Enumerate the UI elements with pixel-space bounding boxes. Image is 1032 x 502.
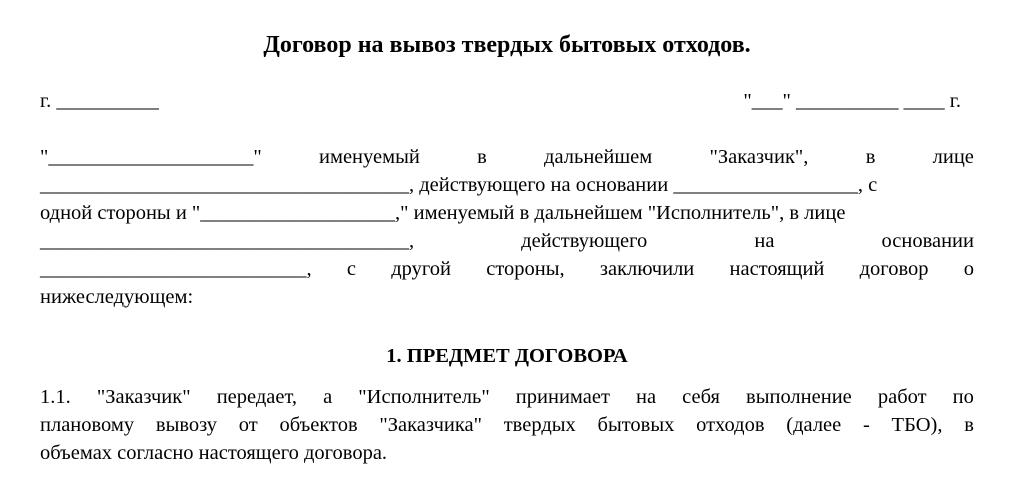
word: себя xyxy=(682,386,720,408)
word: стороны, xyxy=(486,258,565,280)
parties-line xyxy=(40,255,974,283)
word: в xyxy=(865,146,876,168)
section-1-line xyxy=(40,383,974,411)
place-field: г. __________ xyxy=(40,90,159,112)
parties-line xyxy=(40,283,974,311)
section-1-line xyxy=(40,411,974,439)
word: настоящий xyxy=(729,258,825,280)
word: ____________________________________, действующего на основании __________________, с xyxy=(40,174,878,196)
word: "Заказчик" xyxy=(96,386,191,408)
word: основании xyxy=(881,230,974,252)
word: о xyxy=(963,258,974,280)
word: - xyxy=(862,414,870,436)
place-date-row xyxy=(40,90,974,113)
word: нижеследующем: xyxy=(40,286,194,308)
section-1-title: 1. ПРЕДМЕТ ДОГОВОРА xyxy=(386,345,628,367)
word: "Заказчик", xyxy=(709,146,809,168)
document-title: Договор на вывоз твердых бытовых отходов. xyxy=(263,32,751,58)
word: ТБО), xyxy=(891,414,943,436)
word: твердых xyxy=(503,414,576,436)
word: плановому xyxy=(40,414,135,436)
word: в xyxy=(964,414,974,436)
parties-line xyxy=(40,199,974,227)
word: бытовых xyxy=(597,414,675,436)
word: заключили xyxy=(599,258,695,280)
section-1-body xyxy=(40,383,974,467)
word: __________________________, xyxy=(40,258,312,280)
word: а xyxy=(323,386,333,408)
word: ____________________________________, xyxy=(40,230,415,252)
word: в xyxy=(477,146,487,168)
word: дальнейшем xyxy=(544,146,653,168)
word: принимает xyxy=(515,386,610,408)
word: вывозу xyxy=(155,414,218,436)
word: другой xyxy=(391,258,451,280)
word: "____________________" xyxy=(40,146,262,168)
word: именуемый xyxy=(319,146,420,168)
word: "Заказчика" xyxy=(379,414,482,436)
date-field: "___" __________ ____ г. xyxy=(743,90,961,112)
parties-line xyxy=(40,227,974,255)
word: выполнение xyxy=(746,386,852,408)
word: договор xyxy=(859,258,929,280)
section-1-line xyxy=(40,439,974,467)
word: на xyxy=(754,230,775,252)
word: 1.1. xyxy=(40,386,71,408)
word: по xyxy=(952,386,974,408)
word: объемах согласно настоящего договора. xyxy=(40,442,388,464)
word: объектов xyxy=(279,414,358,436)
word: от xyxy=(238,414,258,436)
word: передает, xyxy=(216,386,298,408)
word: лице xyxy=(932,146,974,168)
word: (далее xyxy=(786,414,842,436)
word: "Исполнитель" xyxy=(358,386,490,408)
word: на xyxy=(635,386,657,408)
word: отходов xyxy=(696,414,765,436)
word: работ xyxy=(877,386,927,408)
word: с xyxy=(346,258,356,280)
word: одной стороны и "___________________," именуемый в дальнейшем "Исполнитель", в лице xyxy=(40,202,846,224)
parties-paragraph xyxy=(40,143,974,311)
parties-line xyxy=(40,171,974,199)
word: действующего xyxy=(521,230,648,252)
parties-line xyxy=(40,143,974,171)
